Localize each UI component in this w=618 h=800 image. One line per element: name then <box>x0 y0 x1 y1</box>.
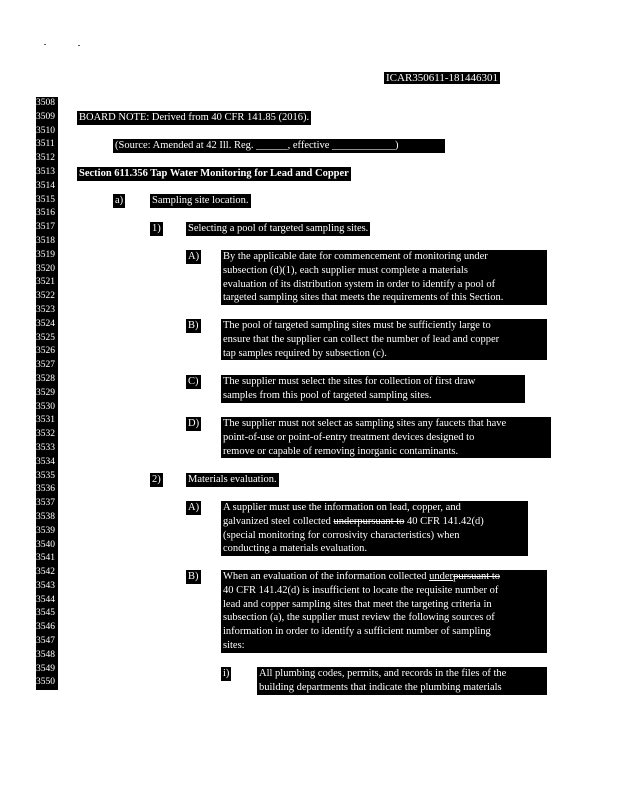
line-number: 3515 <box>36 194 55 205</box>
line-number: 3528 <box>36 373 55 384</box>
line-number: 3548 <box>36 649 55 660</box>
item-text-C <box>221 375 525 403</box>
item-label-D: D) <box>188 418 200 429</box>
line-number: 3508 <box>36 98 55 108</box>
text-line: sites: <box>223 639 245 651</box>
text-run: 40 CFR 141.42(d) <box>404 515 484 527</box>
line-number: 3547 <box>36 636 55 647</box>
line-number: 3518 <box>36 235 55 246</box>
line-number: 3550 <box>36 677 55 688</box>
item-label-a1: 1) <box>152 223 161 234</box>
underlined-text: under <box>429 571 454 582</box>
line-number: 3513 <box>36 166 55 177</box>
text-line: lead and copper sampling sites that meet the targeting criteria in <box>223 598 492 610</box>
item-label-i: i) <box>223 668 230 679</box>
item-label-A2: A) <box>188 502 200 513</box>
line-number: 3521 <box>36 277 55 288</box>
text-line: conducting a materials evaluation. <box>223 543 368 555</box>
item-text-a2: Materials evaluation. <box>188 474 277 485</box>
board-note: BOARD NOTE: Derived from 40 CFR 141.85 (2016). <box>79 112 310 123</box>
scan-speck <box>44 44 46 45</box>
text-line: By the applicable date for commencement of monitoring under <box>223 251 488 262</box>
text-line: The supplier must select the sites for collection of first draw <box>223 376 476 387</box>
line-number: 3533 <box>36 442 55 453</box>
line-number: 3537 <box>36 498 55 509</box>
text-run: When an evaluation of the information collected <box>223 571 430 582</box>
text-run: galvanized steel collected <box>223 515 334 527</box>
section-heading: Section 611.356 Tap Water Monitoring for Lead and Copper <box>79 168 349 179</box>
line-number: 3527 <box>36 360 55 371</box>
line-number: 3532 <box>36 429 55 440</box>
item-label-A: A) <box>188 251 200 262</box>
line-number-column <box>36 97 58 690</box>
text-line: information in order to identify a sufficient number of sampling <box>223 626 491 638</box>
line-number: 3549 <box>36 663 55 674</box>
line-number: 3522 <box>36 291 55 302</box>
text-line <box>223 570 545 584</box>
line-number: 3517 <box>36 222 55 233</box>
line-number: 3529 <box>36 387 55 398</box>
text-line: All plumbing codes, permits, and records in the files of the <box>259 668 507 679</box>
line-number: 3546 <box>36 622 55 633</box>
text-line: The pool of targeted sampling sites must be sufficiently large to <box>223 320 491 331</box>
text-line: building departments that indicate the plumbing materials <box>259 681 502 693</box>
struck-text: pursuant to <box>453 571 501 582</box>
document-id: ICAR350611-181446301 <box>386 72 499 84</box>
line-number: 3514 <box>36 180 55 191</box>
line-number: 3542 <box>36 567 55 578</box>
line-number: 3535 <box>36 470 55 481</box>
item-text-A2 <box>221 501 528 556</box>
line-number: 3538 <box>36 511 55 522</box>
line-number: 3511 <box>36 139 55 150</box>
text-line: remove or capable of removing inorganic contaminants. <box>223 445 459 457</box>
text-line: subsection (d)(1), each supplier must complete a materials <box>223 264 468 276</box>
line-number: 3510 <box>36 125 55 136</box>
line-number: 3543 <box>36 580 55 591</box>
line-number: 3516 <box>36 208 55 219</box>
line-number: 3534 <box>36 456 55 467</box>
line-number: 3524 <box>36 318 55 329</box>
text-line: samples from this pool of targeted sampling sites. <box>223 389 432 401</box>
item-label-C: C) <box>188 376 199 387</box>
item-text-A <box>221 250 547 305</box>
line-number: 3523 <box>36 304 55 315</box>
text-line: targeted sampling sites that meets the requirements of this Section. <box>223 292 504 304</box>
item-text-B <box>221 319 547 360</box>
text-line: tap samples required by subsection (c). <box>223 347 387 359</box>
line-number: 3520 <box>36 263 55 274</box>
text-line: 40 CFR 141.42(d) is insufficient to locate the requisite number of <box>223 584 499 596</box>
text-line: (special monitoring for corrosivity characteristics) when <box>223 529 460 541</box>
line-number: 3526 <box>36 346 55 357</box>
source-note: (Source: Amended at 42 Ill. Reg. ______, effective ____________) <box>113 139 445 153</box>
item-text-D <box>221 417 551 458</box>
item-label-B2: B) <box>188 571 199 582</box>
line-number: 3541 <box>36 553 55 564</box>
item-label-a2: 2) <box>152 474 161 485</box>
line-number: 3540 <box>36 539 55 550</box>
item-text-a1: Selecting a pool of targeted sampling sites. <box>188 223 369 234</box>
item-text-i <box>257 667 547 695</box>
item-text-B2 <box>221 570 547 653</box>
item-label-B: B) <box>188 320 199 331</box>
text-line: The supplier must not select as sampling sites any faucets that have <box>223 418 507 429</box>
scan-speck <box>78 45 80 46</box>
struck-text: underpursuant to <box>333 515 405 527</box>
line-number: 3530 <box>36 401 55 412</box>
text-line <box>223 515 526 529</box>
line-number: 3525 <box>36 332 55 343</box>
line-number: 3545 <box>36 608 55 619</box>
line-number: 3544 <box>36 594 55 605</box>
item-text-a: Sampling site location. <box>152 195 249 206</box>
line-number: 3509 <box>36 111 55 122</box>
line-number: 3519 <box>36 249 55 260</box>
text-line: ensure that the supplier can collect the number of lead and copper <box>223 333 500 345</box>
text-line: evaluation of its distribution system in order to identify a pool of <box>223 278 496 290</box>
text-line: subsection (a), the supplier must review the following sources of <box>223 612 495 624</box>
line-number: 3539 <box>36 525 55 536</box>
line-number: 3512 <box>36 153 55 164</box>
text-line: A supplier must use the information on lead, copper, and <box>223 502 461 513</box>
item-label-a: a) <box>115 195 124 206</box>
line-number: 3531 <box>36 415 55 426</box>
text-line: point-of-use or point-of-entry treatment devices designed to <box>223 431 475 443</box>
line-number: 3536 <box>36 484 55 495</box>
